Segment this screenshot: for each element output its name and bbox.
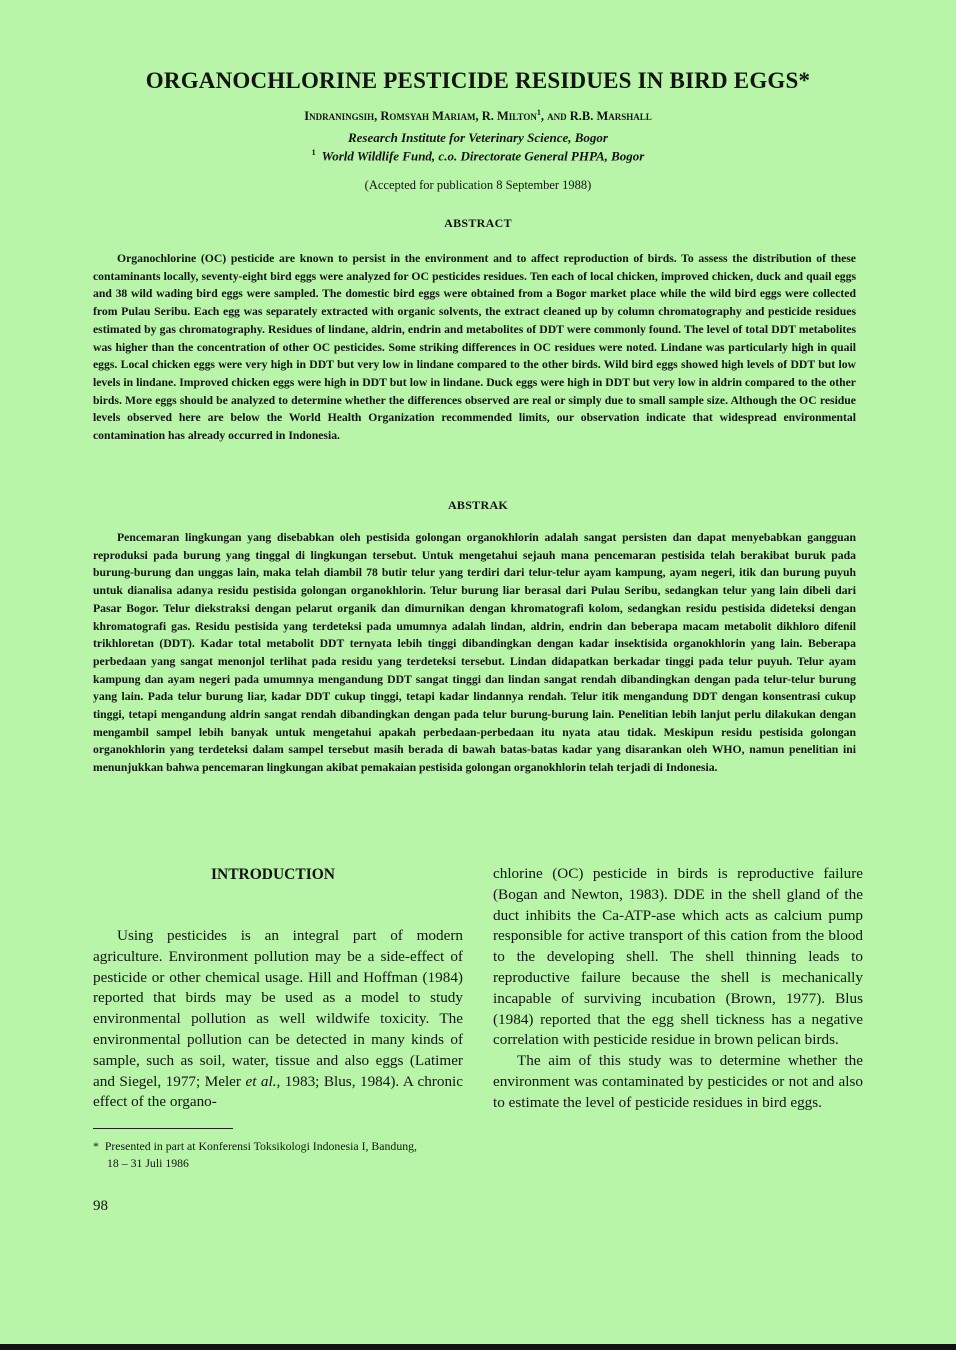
left-column xyxy=(93,926,463,1113)
abstract-body: Organochlorine (OC) pesticide are known to persist in the environment and to affect reproduction of birds. To assess the distribution of these contaminants locally, seventy-eight bird eggs were analyzed for OC pesticides residues. Ten each of local chicken, improved chicken, duck and quail eggs and 38 wild wading bird eggs were sampled. The domestic bird eggs were obtained from a Bogor market place while the wild bird eggs were collected from Pulau Seribu. Each egg was separately extracted with organic solvents, the extract cleaned up by column chromatography and pesticide residues estimated by gas chromatography. Residues of lindane, aldrin, endrin and metabolites of DDT were commonly found. The level of total DDT metabolites was higher than the concentration of other OC pesticides. Some striking differences in OC residues were noted. Lindane was particularly high in quail eggs. Local chicken eggs were very high in DDT but very low in lindane compared to the other birds. Wild bird eggs showed high levels of DDT but low levels in lindane. Improved chicken eggs were high in DDT but low in lindane. Duck eggs were high in DDT but very low in aldrin compared to the other birds. More eggs should be analyzed to determine whether the differences observed are real or simply due to small sample size. Although the OC residue levels observed here are below the World Health Organization recommended limits, our observation indicate that widespread environmental contamination has already occurred in Indonesia. xyxy=(93,252,856,443)
affiliation-1: Research Institute for Veterinary Science, Bogor xyxy=(347,130,608,145)
affiliation-2 xyxy=(0,148,956,164)
footnote-line-2: 18 – 31 Juli 1986 xyxy=(107,1155,189,1170)
author-line xyxy=(0,108,956,124)
abstract-heading: ABSTRACT xyxy=(444,216,512,230)
intro-paragraph-1 xyxy=(93,926,463,1113)
footnote-mark: * xyxy=(93,1139,99,1153)
footnote-line-1: Presented in part at Konferensi Toksikologi Indonesia I, Bandung, xyxy=(104,1139,417,1153)
authors-text: Indraningsih, Romsyah Mariam, R. Milton xyxy=(304,109,537,124)
et-al: et al. xyxy=(245,1072,277,1090)
abstrak-body: Pencemaran lingkungan yang disebabkan oleh pestisida golongan organokhlorin adalah sangat persisten dan dapat menyebabkan gangguan reproduksi pada burung yang tinggal di lingkungan tersebut. Untuk mengetahui sejauh mana pencemaran pestisida telah berakibat buruk pada burung-burung dan unggas lain, maka telah diambil 78 butir telur yang terdiri dari telur-telur ayam kampung, ayam negeri, itik dan burung puyuh untuk dianalisa adanya residu pestisida golongan organokhlorin. Telur burung liar berasal dari Pulau Seribu, sedangkan telur yang lain dibeli dari Pasar Bogor. Telur diekstraksi dengan pelarut organik dan dimurnikan dengan khromatografi kolom, sedangkan residu pestisida dideteksi dengan khromatografi gas. Residu pestisida yang terdeteksi pada umumnya adalah lindan, aldrin, endrin dan beberapa macam metabolit dikhloro difenil trikhloretan (DDT). Kadar total metabolit DDT ternyata lebih tinggi dibandingkan dengan kadar insektisida organokhlorin yang lain. Beberapa perbedaan yang sangat menonjol terlihat pada residu yang terdeteksi tersebut. Lindan didapatkan berkadar tinggi pada telur puyuh. Telur ayam kampung dan ayam negeri pada umumnya mengandung DDT sangat tinggi dan lindan sangat rendah dibandingkan dengan pada telur-telur burung yang lain. Pada telur burung liar, kadar DDT cukup tinggi, tetapi kadar lindannya rendah. Telur itik mengandung DDT dengan konsentrasi cukup tinggi, tetapi mengandung aldrin sangat rendah dibandingkan dengan pada telur burung-burung lain. Penelitian lebih lanjut perlu dilakukan dengan mengambil sampel lebih banyak untuk mengetahui apakah perbedaan-perbedaan itu nyata atau tidak. Meskipun residu pestisida golongan organokhlorin yang terdeteksi dalam sampel tersebut masih berada di bawah batas-batas kadar yang disarankan oleh WHO, namun penelitian ini menunjukkan bahwa pencemaran lingkungan akibat pemakaian pestisida golongan organokhlorin telah terjadi di Indonesia. xyxy=(93,531,856,775)
intro-text-end: , 1983; Blus, 1984). A chronic effect of the organo- xyxy=(93,1072,464,1111)
intro-paragraph-3: The aim of this study was to determine whether the environment was contaminated by pesticides or not and also to estimate the level of pesticide residues in bird eggs. xyxy=(493,1052,863,1111)
intro-paragraph-2: chlorine (OC) pesticide in birds is reproductive failure (Bogan and Newton, 1983). DDE in the shell gland of the duct inhibits the Ca-ATP-ase which acts as calcium pump responsible for active transport of this cation from the blood to the developing shell. The shell thinning leads to reproductive failure because the shell is mechanically incapable of surviving incubation (Brown, 1977). Blus (1984) reported that the egg shell tickness has a negative correlation with pesticide residue in brown pelican birds. xyxy=(493,865,863,1049)
right-column xyxy=(493,864,863,1114)
footnote xyxy=(93,1138,473,1171)
footnote-rule xyxy=(93,1128,233,1129)
introduction-heading: INTRODUCTION xyxy=(210,866,335,883)
affiliation-2-mark: 1 xyxy=(311,148,316,157)
page-number: 98 xyxy=(93,1198,108,1214)
accepted-date: (Accepted for publication 8 September 1988) xyxy=(364,178,592,192)
author-affil-mark: 1 xyxy=(536,108,541,117)
affiliation-2-text: World Wildlife Fund, c.o. Directorate General PHPA, Bogor xyxy=(321,148,645,164)
scan-edge xyxy=(0,1344,956,1350)
abstrak-heading: ABSTRAK xyxy=(447,498,509,512)
paper-title: ORGANOCHLORINE PESTICIDE RESIDUES IN BIRD EGGS* xyxy=(145,68,811,93)
intro-text: Using pesticides is an integral part of modern agriculture. Environment pollution may be a side-effect of pesticide or other chemical usage. Hill and Hoffman (1984) reported that birds may be used as a model to study environmental pollution as well wildwife toxicity. The environmental pollution can be detected in many kinds of sample, such as soil, water, tissue and also eggs (Latimer and Siegel, 1977; Meler xyxy=(93,927,463,1090)
authors-text-end: , and R.B. Marshall xyxy=(540,109,652,124)
